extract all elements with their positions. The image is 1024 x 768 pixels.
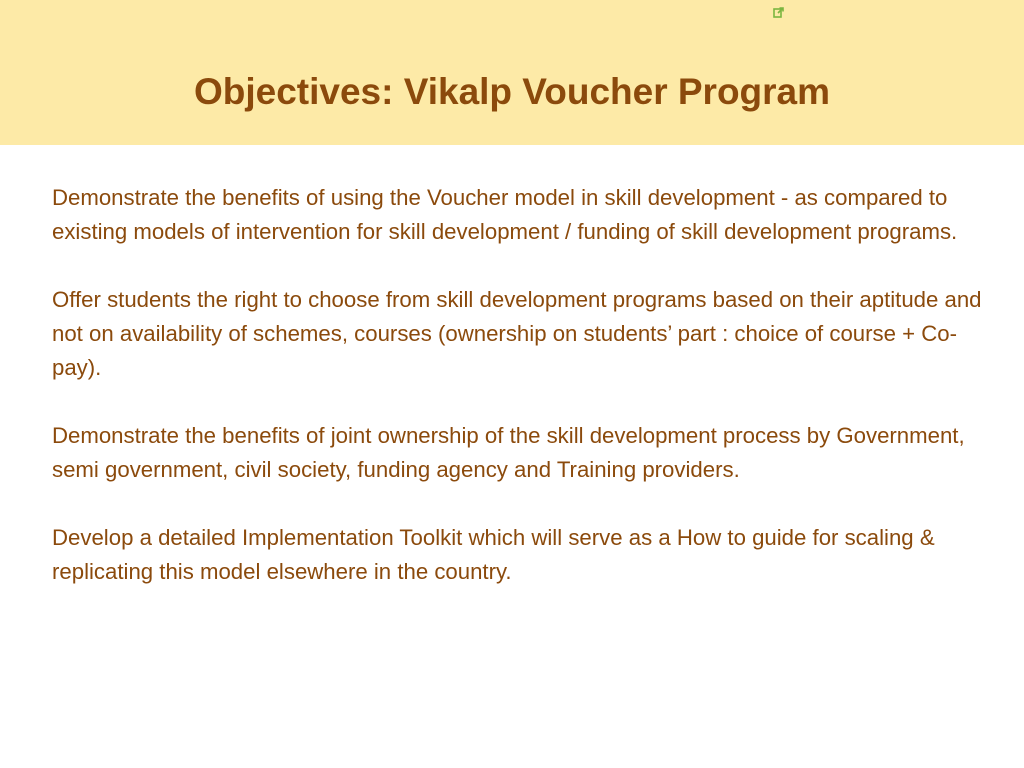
- objective-paragraph: Develop a detailed Implementation Toolkit which will serve as a How to guide for scaling & replicating this model elsewhere in the country.: [52, 525, 935, 584]
- objective-paragraph: Demonstrate the benefits of joint ownership of the skill development process by Government, semi government, civil society, funding agency and Training providers.: [52, 423, 965, 482]
- slide-header: [0, 0, 1024, 145]
- objective-paragraph: Demonstrate the benefits of using the Voucher model in skill development - as compared to existing models of intervention for skill development / funding of skill development programs.: [52, 185, 958, 244]
- objective-paragraph: Offer students the right to choose from skill development programs based on their aptitude and not on availability of schemes, courses (ownership on students’ part : choice of course + Co-pay).: [52, 287, 982, 380]
- slide-title: Objectives: Vikalp Voucher Program: [193, 71, 831, 112]
- external-link-icon[interactable]: [773, 6, 784, 19]
- objectives-list: [52, 181, 1002, 623]
